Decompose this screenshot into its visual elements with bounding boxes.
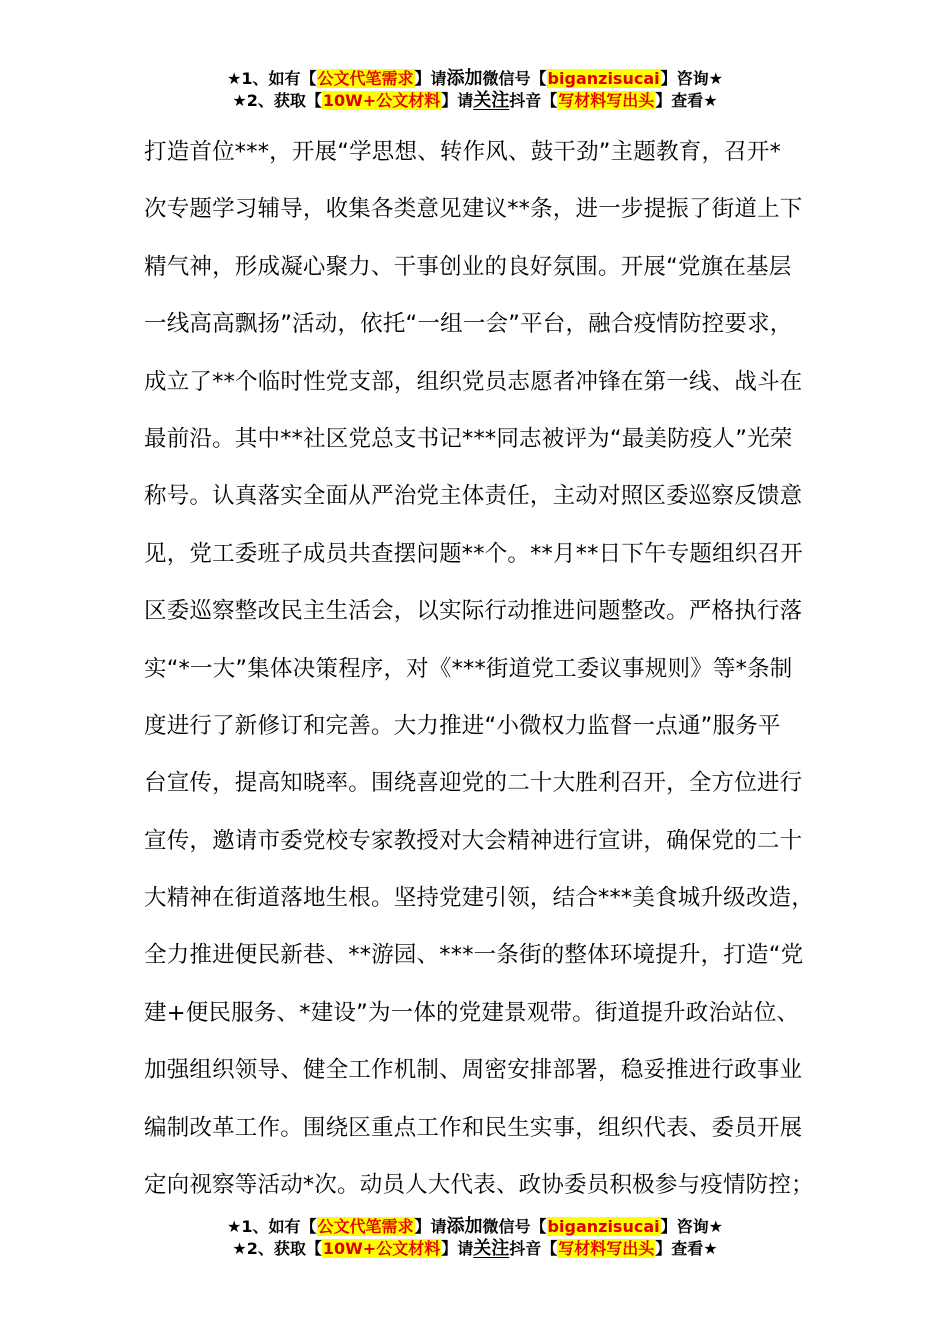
banner-line-1-mid: 】请: [414, 69, 447, 88]
banner-line-1-suffix: 】咨询★: [660, 69, 723, 88]
body-line: 加强组织领导、健全工作机制、周密安排部署，稳妥推进行政事业: [144, 1057, 803, 1084]
footer-line-1-mid2: 微信号【: [482, 1217, 547, 1236]
body-line: 台宣传，提高知晓率。围绕喜迎党的二十大胜利召开，全方位进行: [144, 770, 803, 797]
body-line: 宣传，邀请市委党校专家教授对大会精神进行宣讲，确保党的二十: [144, 827, 803, 854]
body-line: 建+便民服务、*建设”为一体的党建景观带。街道提升政治站位、: [144, 999, 800, 1026]
banner-line-2-suffix: 】查看★: [655, 91, 718, 110]
body-line: 一线高高飘扬”活动，依托“一组一会”平台，融合疫情防控要求，: [144, 311, 793, 338]
banner-line-1: [0, 68, 950, 90]
document-body: [144, 124, 824, 1214]
body-line: 精气神，形成凝心聚力、干事创业的良好氛围。开展“党旗在基层: [144, 253, 792, 280]
body-line: 全力推进便民新巷、**游园、***一条街的整体环境提升，打造“党: [144, 942, 804, 969]
banner-line-2-emphasis: 关注: [473, 90, 510, 111]
banner-line-1-emphasis: 添加: [446, 68, 483, 89]
footer-line-2-mid: 】请: [441, 1239, 474, 1258]
footer-line-1-mid: 】请: [414, 1217, 447, 1236]
body-line: 编制改革工作。围绕区重点工作和民生实事，组织代表、委员开展: [144, 1114, 803, 1141]
body-line: 最前沿。其中**社区党总支书记***同志被评为“最美防疫人”光荣: [144, 425, 793, 452]
footer-banner-line-1: [0, 1216, 950, 1238]
body-line: 称号。认真落实全面从严治党主体责任，主动对照区委巡察反馈意: [144, 483, 803, 510]
footer-line-1-prefix: ★1、如有【: [227, 1217, 317, 1236]
body-line: 见，党工委班子成员共查摆问题**个。**月**日下午专题组织召开: [144, 540, 803, 567]
banner-line-2: [0, 90, 950, 112]
footer-line-1-highlight-service: 公文代笔需求: [317, 1217, 414, 1236]
header-banner: [0, 68, 950, 112]
footer-line-2-highlight-materials: 10W+公文材料: [322, 1239, 441, 1258]
body-line: 区委巡察整改民主生活会，以实际行动推进问题整改。严格执行落: [144, 598, 803, 625]
body-line: 定向视察等活动*次。动员人大代表、政协委员积极参与疫情防控；: [144, 1172, 814, 1199]
footer-line-2-prefix: ★2、获取【: [232, 1239, 322, 1258]
body-line: 打造首位***，开展“学思想、转作风、鼓干劲”主题教育，召开*: [144, 139, 782, 165]
footer-line-2-emphasis: 关注: [473, 1238, 510, 1259]
footer-line-2-highlight-douyin: 写材料写出头: [558, 1239, 655, 1258]
footer-line-2-suffix: 】查看★: [655, 1239, 718, 1258]
footer-banner: [0, 1216, 950, 1260]
footer-line-1-emphasis: 添加: [446, 1216, 483, 1237]
body-line: 大精神在街道落地生根。坚持党建引领，结合***美食城升级改造，: [144, 885, 814, 912]
banner-line-1-highlight-wechat: biganzisucai: [547, 69, 660, 88]
banner-line-2-mid: 】请: [441, 91, 474, 110]
banner-line-1-highlight-service: 公文代笔需求: [317, 69, 414, 88]
body-line: 度进行了新修订和完善。大力推进“小微权力监督一点通”服务平: [144, 712, 781, 739]
banner-line-2-mid2: 抖音【: [509, 91, 558, 110]
body-line: 实“*一大”集体决策程序，对《***街道党工委议事规则》等*条制: [144, 655, 793, 682]
banner-line-1-mid2: 微信号【: [482, 69, 547, 88]
footer-line-2-mid2: 抖音【: [509, 1239, 558, 1258]
banner-line-2-highlight-materials: 10W+公文材料: [322, 91, 441, 110]
body-line: 次专题学习辅导，收集各类意见建议**条，进一步提振了街道上下: [144, 196, 803, 223]
banner-line-1-prefix: ★1、如有【: [227, 69, 317, 88]
body-line: 成立了**个临时性党支部，组织党员志愿者冲锋在第一线、战斗在: [144, 368, 803, 395]
footer-line-1-suffix: 】咨询★: [660, 1217, 723, 1236]
banner-line-2-highlight-douyin: 写材料写出头: [558, 91, 655, 110]
footer-line-1-highlight-wechat: biganzisucai: [547, 1217, 660, 1236]
banner-line-2-prefix: ★2、获取【: [232, 91, 322, 110]
footer-banner-line-2: [0, 1238, 950, 1260]
